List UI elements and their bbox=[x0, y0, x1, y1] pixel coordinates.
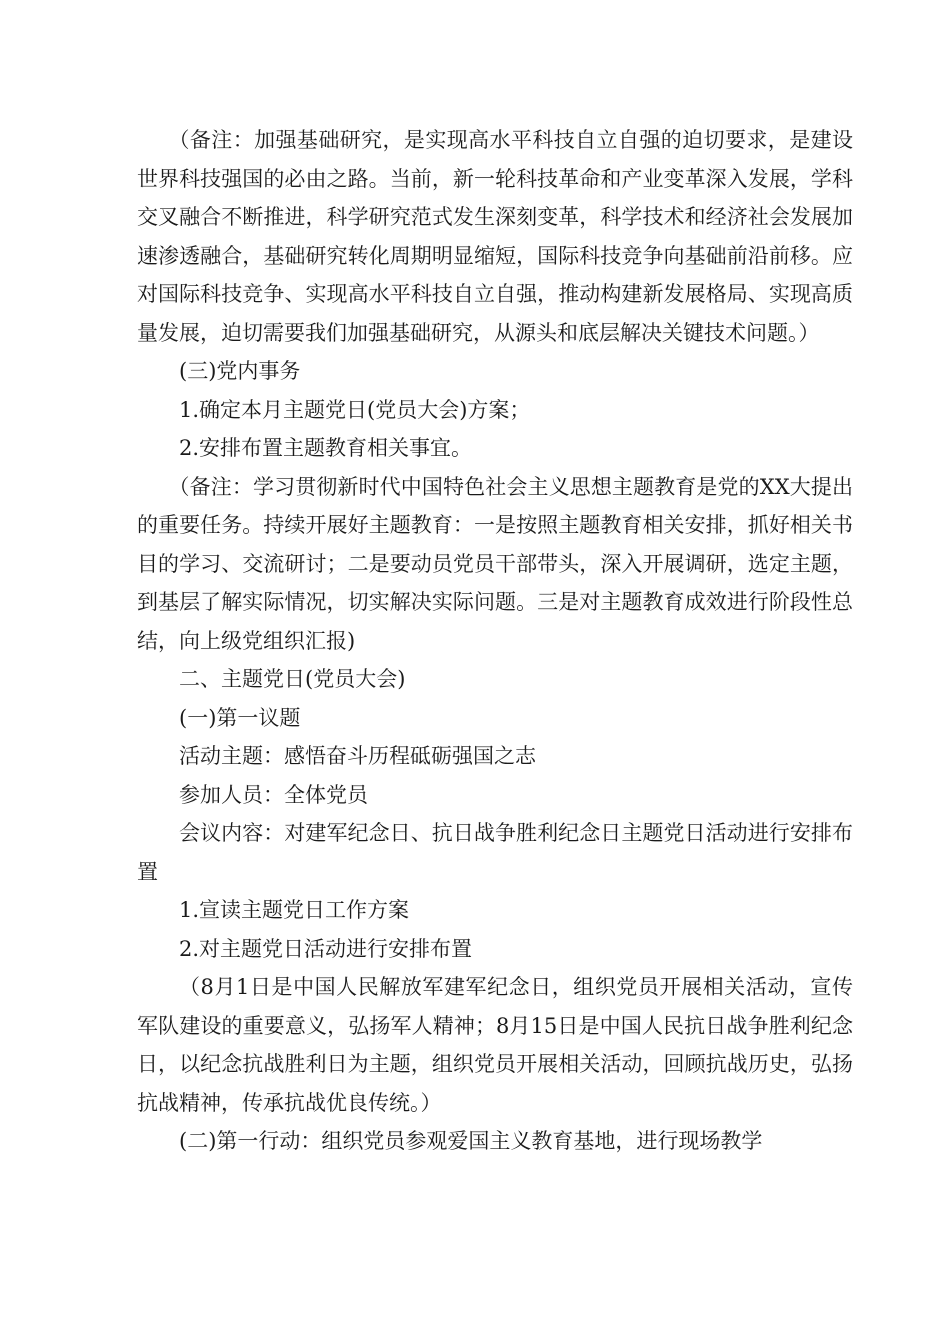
note-paragraph-commemoration: （8月1日是中国人民解放军建军纪念日，组织党员开展相关活动，宣传军队建设的重要意义，弘扬军人精神；8月15日是中国人民抗日战争胜利纪念日，以纪念抗战胜利日为主题，组织党员开展相关活动，回顾抗战历史，弘扬抗战精神，传承抗战优良传统。） bbox=[137, 975, 853, 1115]
section-heading-party-affairs: (三)党内事务 bbox=[179, 359, 301, 383]
participants-line: 参加人员：全体党员 bbox=[179, 782, 368, 807]
document-body bbox=[137, 121, 853, 1161]
meeting-content-line: 会议内容：对建军纪念日、抗日战争胜利纪念日主题党日活动进行安排布置 bbox=[137, 821, 853, 884]
subsection-heading-first-action: (二)第一行动：组织党员参观爱国主义教育基地，进行现场教学 bbox=[179, 1129, 763, 1153]
list-item: 1.宣读主题党日工作方案 bbox=[179, 898, 410, 922]
activity-theme-line: 活动主题：感悟奋斗历程砥砺强国之志 bbox=[179, 744, 536, 768]
list-item: 1.确定本月主题党日(党员大会)方案； bbox=[179, 397, 531, 422]
list-item: 2.对主题党日活动进行安排布置 bbox=[179, 936, 473, 961]
subsection-heading-first-topic: (一)第一议题 bbox=[179, 705, 301, 730]
note-paragraph-basic-research: （备注：加强基础研究，是实现高水平科技自立自强的迫切要求，是建设世界科技强国的必由之路。当前，新一轮科技革命和产业变革深入发展，学科交叉融合不断推进，科学研究范式发生深刻变革，科学技术和经济社会发展加速渗透融合，基础研究转化周期明显缩短，国际科技竞争向基础前沿前移。应对国际科技竞争、实现高水平科技自立自强，推动构建新发展格局、实现高质量发展，迫切需要我们加强基础研究，从源头和底层解决关键技术问题。） bbox=[137, 128, 853, 345]
note-paragraph-theme-education: （备注：学习贯彻新时代中国特色社会主义思想主题教育是党的XX大提出的重要任务。持续开展好主题教育：一是按照主题教育相关安排，抓好相关书目的学习、交流研讨；二是要动员党员干部带头，深入开展调研，选定主题，到基层了解实际情况，切实解决实际问题。三是对主题教育成效进行阶段性总结，向上级党组织汇报) bbox=[137, 474, 853, 653]
list-item: 2.安排布置主题教育相关事宜。 bbox=[179, 436, 473, 460]
section-heading-theme-party-day: 二、主题党日(党员大会) bbox=[179, 667, 406, 691]
